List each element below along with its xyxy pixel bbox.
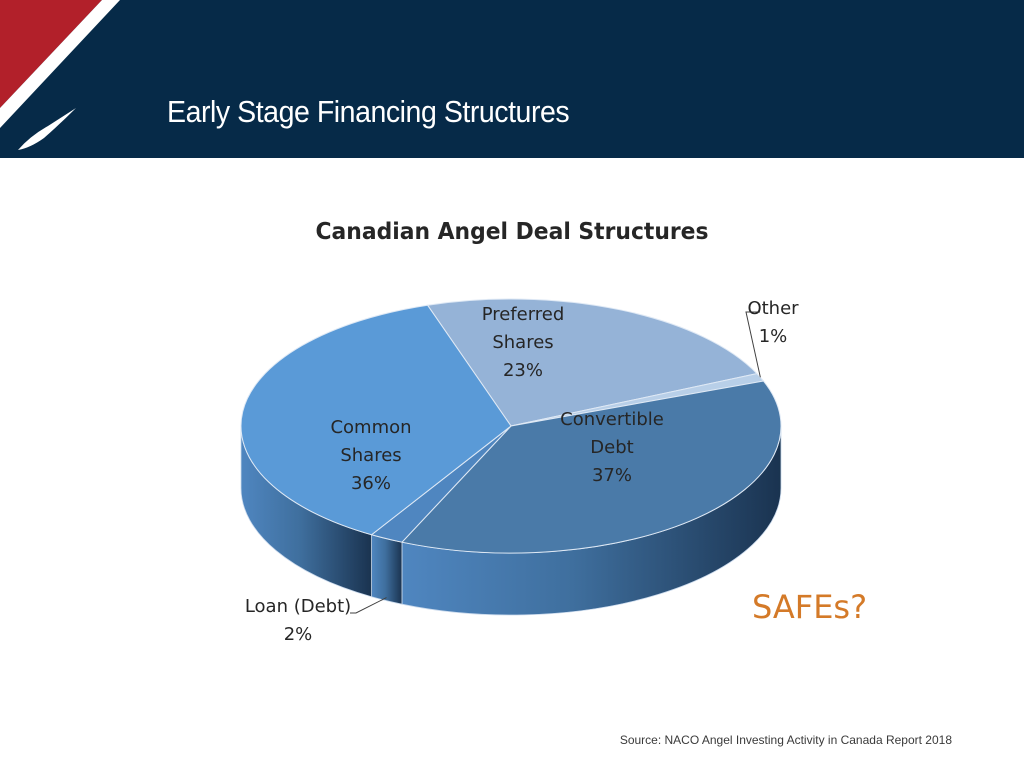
slice-label-line: Other [747, 298, 799, 319]
slice-value: 36% [350, 473, 391, 494]
slice-label-loan-debt [208, 593, 388, 649]
slice-value: 37% [591, 465, 632, 486]
slice-label-line: Shares [492, 332, 554, 353]
slice-label-line: Common [330, 417, 412, 438]
slice-value: 1% [758, 326, 788, 347]
slice-label-line: Shares [340, 445, 402, 466]
slice-value: 2% [283, 624, 313, 645]
slice-label-common-shares [281, 414, 461, 498]
slice-label-line: Convertible [560, 409, 664, 430]
safes-annotation: SAFEs? [752, 588, 868, 626]
slice-label-preferred-shares [433, 301, 613, 385]
source-note: Source: NACO Angel Investing Activity in Canada Report 2018 [619, 733, 952, 747]
slice-label-line: Preferred [481, 304, 565, 325]
slice-label-line: Debt [590, 437, 634, 458]
slide-title: Early Stage Financing Structures [167, 94, 570, 129]
slice-label-line: Loan (Debt) [244, 596, 352, 617]
slice-value: 23% [502, 360, 543, 381]
chart-title: Canadian Angel Deal Structures [315, 219, 709, 245]
slice-label-other [683, 295, 863, 351]
slice-label-convertible-debt [522, 406, 702, 490]
